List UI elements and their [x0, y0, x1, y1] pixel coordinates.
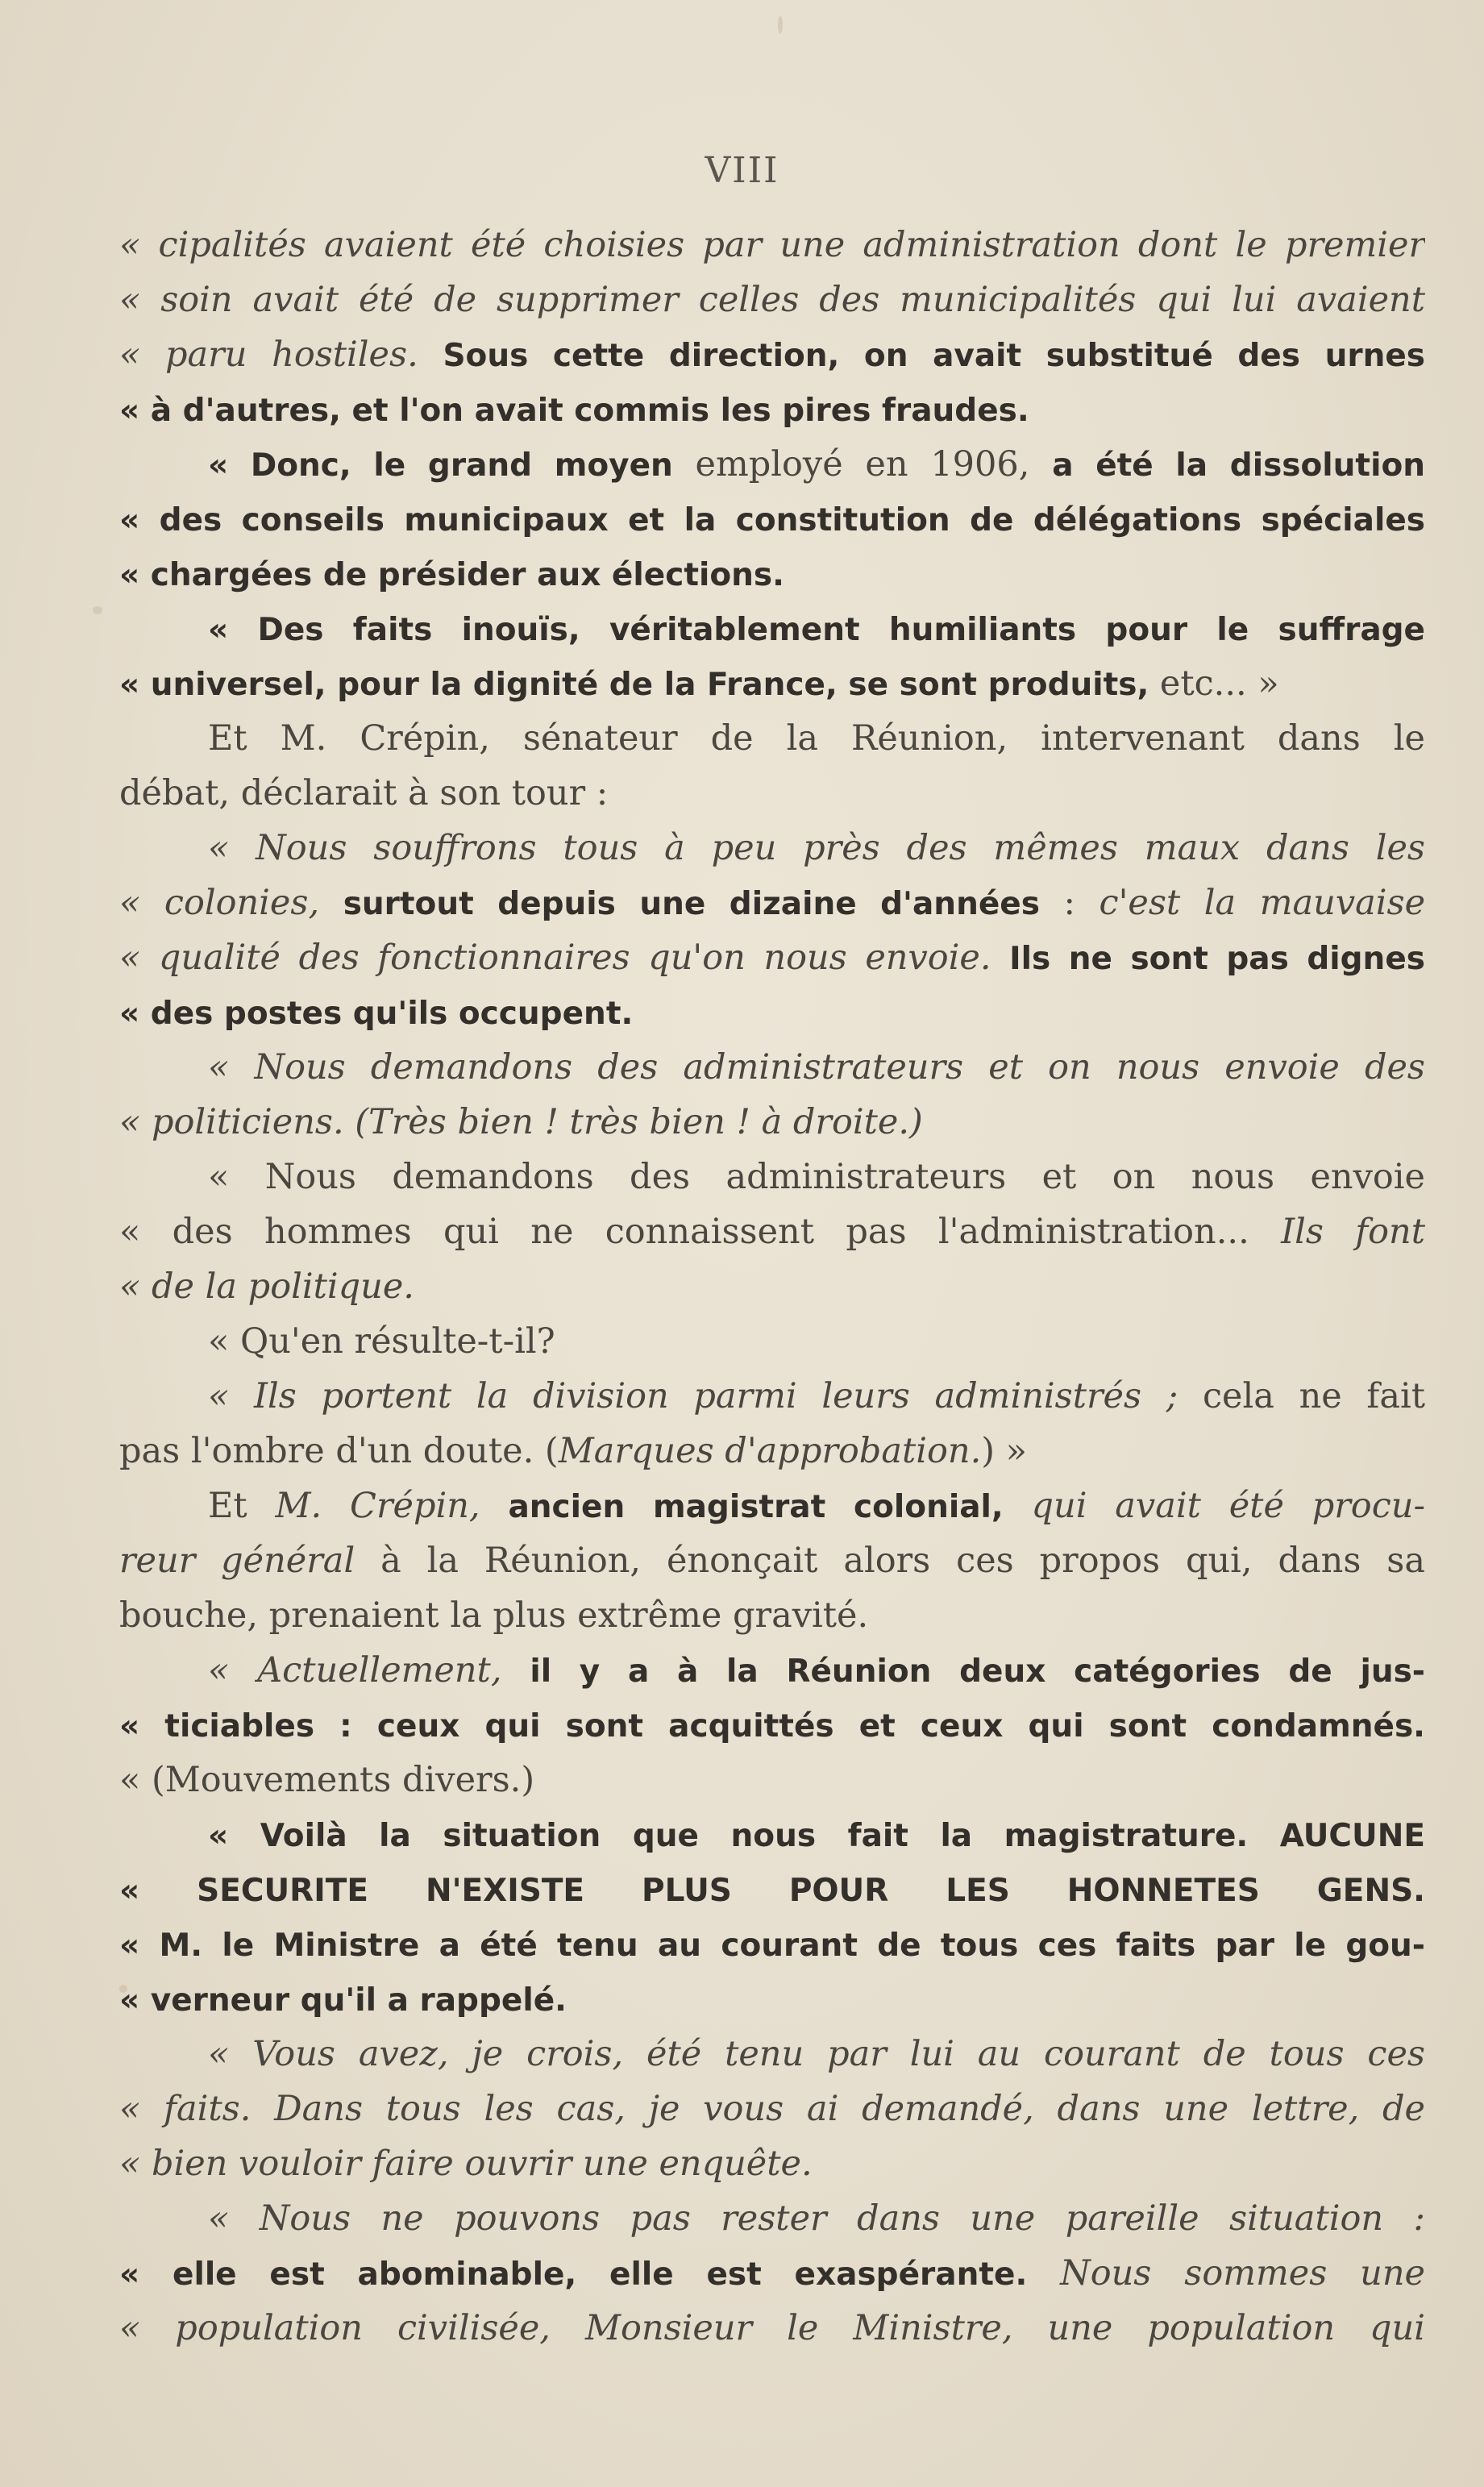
- text-line: [119, 711, 1425, 766]
- text-run: « soin avait été de supprimer celles des municipalités qui lui avaient: [119, 280, 1425, 320]
- text-run: Et: [208, 1486, 276, 1526]
- text-line: [119, 1314, 1425, 1369]
- text-run: « chargées de présider aux élections.: [119, 557, 784, 593]
- text-run: « Donc, le grand moyen: [208, 447, 696, 484]
- text-run: « Voilà la situation que nous fait la magistrature. AUCUNE: [208, 1818, 1425, 1854]
- text-line: [119, 2246, 1425, 2301]
- text-run: « des hommes qui ne connaissent pas l'administration...: [119, 1212, 1282, 1252]
- text-run: :: [1063, 883, 1099, 923]
- text-line: [119, 1533, 1425, 1588]
- text-run: pas l'ombre d'un doute. (: [119, 1431, 559, 1471]
- text-line: [119, 1862, 1425, 1917]
- text-line: [119, 985, 1425, 1040]
- text-line: [119, 1807, 1425, 1862]
- text-run: ) »: [981, 1431, 1027, 1471]
- text-run: « politiciens. (Très bien ! très bien ! à droite.): [119, 1102, 923, 1142]
- text-run: « Ils portent la division parmi leurs administrés ;: [208, 1376, 1203, 1416]
- text-run: « bien vouloir faire ouvrir une enquête.: [119, 2144, 813, 2184]
- text-line: [119, 1478, 1425, 1533]
- text-run: « Des faits inouïs, véritablement humiliants pour le suffrage: [208, 612, 1425, 648]
- text-line: [119, 272, 1425, 327]
- text-run: « M. le Ministre a été tenu au courant de tous ces faits par le gou-: [119, 1928, 1425, 1964]
- text-run: « des postes qu'ils occupent.: [119, 996, 634, 1032]
- text-line: [119, 1643, 1425, 1698]
- text-run: « à d'autres, et l'on avait commis les pires fraudes.: [119, 393, 1029, 429]
- text-line: [119, 437, 1425, 492]
- text-run: « Nous ne pouvons pas rester dans une pareille situation :: [208, 2198, 1425, 2239]
- text-line: [119, 2082, 1425, 2136]
- text-line: [119, 1424, 1425, 1478]
- text-line: [119, 601, 1425, 656]
- text-line: [119, 2191, 1425, 2246]
- text-run: « population civilisée, Monsieur le Ministre, une population qui: [119, 2308, 1425, 2348]
- text-run: Sous cette direction, on avait substitué des urnes: [443, 338, 1425, 374]
- text-run: « paru hostiles.: [119, 335, 443, 375]
- text-run: cela ne fait: [1202, 1376, 1425, 1416]
- text-line: [119, 382, 1425, 437]
- text-run: M. Crépin,: [275, 1486, 509, 1526]
- text-run: « colonies,: [119, 883, 343, 923]
- text-run: « universel, pour la dignité de la France, se sont produits,: [119, 667, 1160, 703]
- text-run: débat, déclarait à son tour :: [119, 773, 609, 813]
- text-run: « Qu'en résulte-t-il?: [208, 1321, 555, 1362]
- text-run: « des conseils municipaux et la constitution de délégations spéciales: [119, 502, 1425, 539]
- text-line: [119, 930, 1425, 985]
- text-run: Nous sommes une: [1060, 2253, 1425, 2294]
- text-line: [119, 1917, 1425, 1972]
- text-run: employé en 1906,: [695, 444, 1053, 485]
- text-run: « Actuellement,: [208, 1650, 530, 1691]
- text-line: [119, 766, 1425, 821]
- text-line: [119, 821, 1425, 875]
- text-line: [119, 2301, 1425, 2356]
- text-run: Ils font: [1281, 1212, 1425, 1252]
- body-text: [119, 218, 1425, 2356]
- paper-stain: [778, 16, 783, 34]
- text-line: [119, 1753, 1425, 1807]
- text-run: « Vous avez, je crois, été tenu par lui au courant de tous ces: [208, 2034, 1425, 2074]
- text-line: [119, 1698, 1425, 1753]
- text-line: [119, 1588, 1425, 1643]
- text-run: à la Réunion, énonçait alors ces propos qui, dans sa: [380, 1541, 1425, 1581]
- text-run: « de la politique.: [119, 1266, 414, 1307]
- text-line: [119, 1095, 1425, 1150]
- text-run: qui avait été procu-: [1031, 1486, 1425, 1526]
- text-run: « verneur qu'il a rappelé.: [119, 1982, 567, 2019]
- text-line: [119, 1369, 1425, 1424]
- text-line: [119, 875, 1425, 930]
- text-run: « SECURITE N'EXISTE PLUS POUR LES HONNETES GENS.: [119, 1873, 1425, 1909]
- text-run: bouche, prenaient la plus extrême gravité.: [119, 1595, 869, 1636]
- text-line: [119, 218, 1425, 272]
- text-run: « faits. Dans tous les cas, je vous ai demandé, dans une lettre, de: [119, 2089, 1425, 2129]
- text-run: Et M. Crépin, sénateur de la Réunion, intervenant dans le: [208, 718, 1425, 759]
- text-run: « elle est abominable, elle est exaspérante.: [119, 2256, 1061, 2293]
- text-run: « (Mouvements divers.): [119, 1760, 535, 1800]
- text-line: [119, 1259, 1425, 1314]
- paper-stain: [93, 606, 102, 614]
- text-line: [119, 656, 1425, 711]
- text-line: [119, 547, 1425, 601]
- text-line: [119, 1204, 1425, 1259]
- text-line: [119, 492, 1425, 547]
- text-line: [119, 1150, 1425, 1204]
- text-line: [119, 2136, 1425, 2191]
- text-run: Ils ne sont pas dignes: [1009, 941, 1425, 977]
- text-run: ancien magistrat colonial,: [508, 1489, 1032, 1525]
- text-run: « Nous souffrons tous à peu près des mêmes maux dans les: [208, 828, 1425, 868]
- text-line: [119, 1040, 1425, 1095]
- text-run: « Nous demandons des administrateurs et on nous envoie: [208, 1157, 1425, 1197]
- text-run: « ticiables : ceux qui sont acquittés et ceux qui sont condamnés.: [119, 1708, 1425, 1745]
- text-run: surtout depuis une dizaine d'années: [343, 886, 1064, 922]
- text-run: c'est la mauvaise: [1099, 883, 1425, 923]
- text-run: « cipalités avaient été choisies par une administration dont le premier: [119, 225, 1425, 265]
- page-number: VIII: [705, 150, 779, 191]
- text-run: « Nous demandons des administrateurs et on nous envoie des: [208, 1047, 1425, 1088]
- text-line: [119, 2027, 1425, 2082]
- text-run: « qualité des fonctionnaires qu'on nous envoie.: [119, 938, 1010, 978]
- text-run: il y a à la Réunion deux catégories de jus-: [530, 1653, 1425, 1690]
- text-run: Marques d'approbation.: [558, 1431, 982, 1471]
- text-run: a été la dissolution: [1052, 447, 1425, 484]
- text-line: [119, 327, 1425, 382]
- text-line: [119, 1972, 1425, 2027]
- text-run: reur général: [119, 1541, 381, 1581]
- text-run: etc... »: [1159, 663, 1279, 704]
